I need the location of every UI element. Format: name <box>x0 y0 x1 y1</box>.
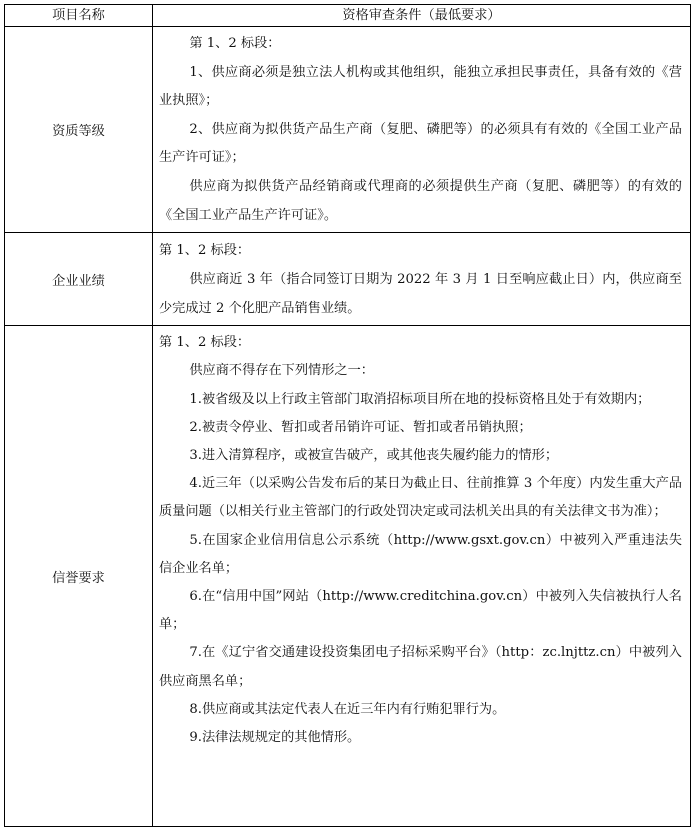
qualification-document <box>4 4 691 827</box>
content-paragraph: 第 1、2 标段： <box>189 36 281 51</box>
content-paragraph: 供应商近 3 年（指合同签订日期为 2022 年 3 月 1 日至响应截止日）内，供应商至少完成过 2 个化肥产品销售业绩。 <box>159 272 682 317</box>
table-row-qualification-level <box>5 27 691 233</box>
header-project-name: 项目名称 <box>5 5 153 27</box>
table-row-performance <box>5 233 691 326</box>
content-paragraph: 2.被责令停业、暂扣或者吊销许可证、暂扣或者吊销执照； <box>189 419 532 435</box>
content-paragraph: 5.在国家企业信用信息公示系统（http://www.gsxt.gov.cn）中被列入严重违法失信企业名单； <box>159 532 682 576</box>
row-label-qualification-level: 资质等级 <box>5 27 153 233</box>
row-label-performance: 企业业绩 <box>5 233 153 326</box>
row-content-qualification-level <box>153 27 691 233</box>
content-paragraph: 供应商不得存在下列情形之一： <box>189 363 374 379</box>
row-label-credit-requirements: 信誉要求 <box>5 326 153 827</box>
content-paragraph: 2、供应商为拟供货产品生产商（复肥、磷肥等）的必须具有有效的《全国工业产品生产许可证》； <box>159 121 682 166</box>
header-qualification-conditions: 资格审查条件（最低要求） <box>153 5 691 27</box>
content-paragraph: 7.在《辽宁省交通建设投资集团电子招标采购平台》（http：zc.lnjttz.cn）中被列入供应商黑名单； <box>159 645 682 689</box>
content-paragraph: 8.供应商或其法定代表人在近三年内有行贿犯罪行为。 <box>189 701 506 717</box>
table-header-row <box>5 5 691 27</box>
content-paragraph: 1、供应商必须是独立法人机构或其他组织，能独立承担民事责任，具备有效的《营业执照》； <box>159 64 682 109</box>
content-paragraph: 第 1、2 标段： <box>159 243 251 259</box>
content-paragraph: 第 1、2 标段： <box>159 335 251 351</box>
qualification-table <box>4 4 691 827</box>
content-paragraph: 1.被省级及以上行政主管部门取消招标项目所在地的投标资格且处于有效期内； <box>189 391 651 407</box>
content-paragraph: 4.近三年（以采购公告发布后的某日为截止日、往前推算 3 个年度）内发生重大产品质量问题（以相关行业主管部门的行政处罚决定或司法机关出具的有关法律文书为准）； <box>159 476 682 520</box>
content-paragraph: 9.法律法规规定的其他情形。 <box>189 730 361 745</box>
content-paragraph: 3.进入清算程序，或被宣告破产，或其他丧失履约能力的情形； <box>189 447 559 463</box>
content-paragraph: 6.在“信用中国”网站（http://www.creditchina.gov.cn）中被列入失信被执行人名单； <box>159 588 682 633</box>
content-paragraph: 供应商为拟供货产品经销商或代理商的必须提供生产商（复肥、磷肥等）的有效的《全国工业产品生产许可证》。 <box>159 178 682 223</box>
table-row-credit-requirements <box>5 326 691 827</box>
row-content-performance <box>153 233 691 326</box>
row-content-credit-requirements <box>153 326 691 827</box>
